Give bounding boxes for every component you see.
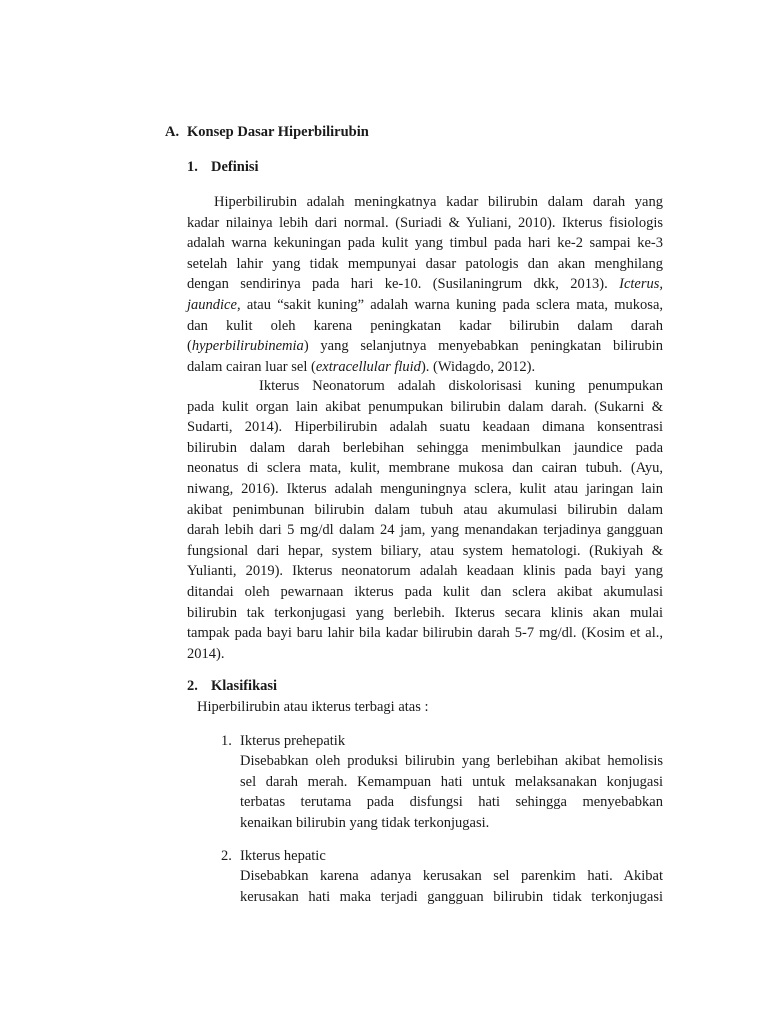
text-line: setelah lahir yang tidak mempunyai dasar patologis dan akan menghilang xyxy=(187,255,663,272)
text-line: bilirubin dalam darah berlebihan sehingga menimbulkan jaundice pada xyxy=(187,439,663,456)
subsection-heading-definisi xyxy=(187,157,259,177)
text-line xyxy=(187,295,663,316)
section-heading xyxy=(165,122,369,142)
text-line xyxy=(187,274,663,295)
list-item-marker: 2. xyxy=(221,848,232,864)
definisi-paragraph-1 xyxy=(187,192,663,377)
list-item-title xyxy=(221,846,326,866)
text-line: Ikterus Neonatorum adalah diskolorisasi kuning penumpukan xyxy=(259,378,663,394)
subsection-title: Klasifikasi xyxy=(211,678,278,694)
list-item-label: Ikterus hepatic xyxy=(240,848,326,864)
list-item-label: Ikterus prehepatik xyxy=(240,733,346,749)
text-line: adalah warna kekuningan pada kulit yang timbul pada hari ke-2 sampai ke-3 xyxy=(187,235,663,252)
text-run: ). (Widagdo, 2012). xyxy=(420,358,536,375)
text-run: ) yang selanjutnya menyebabkan peningkatan bilirubin xyxy=(303,338,663,355)
text-run: ( xyxy=(187,338,192,355)
section-marker: A. xyxy=(165,124,180,140)
italic-term: hyperbilirubinemia xyxy=(191,338,304,355)
text-line: ditandai oleh pewarnaan ikterus pada kulit dan sclera akibat akumulasi xyxy=(187,583,663,600)
subsection-title: Definisi xyxy=(211,159,259,175)
text-line: 2014). xyxy=(187,645,225,662)
section-title: Konsep Dasar Hiperbilirubin xyxy=(187,124,369,140)
list-item-body xyxy=(240,751,663,833)
text-run: , atau “sakit kuning” adalah warna kuning pada sclera mata, mukosa, xyxy=(236,296,663,313)
subsection-marker: 1. xyxy=(187,159,198,175)
text-line: Sudarti, 2014). Hiperbilirubin adalah suatu keadaan dimana konsentrasi xyxy=(187,419,663,436)
list-item-body xyxy=(240,866,663,907)
text-line: akibat penimbunan bilirubin dalam tubuh atau akumulasi bilirubin dalam xyxy=(187,501,663,518)
text-line xyxy=(187,357,663,378)
subsection-marker: 2. xyxy=(187,678,198,694)
text-line: niwang, 2016). Ikterus adalah menguningnya sclera, kulit atau jaringan lain xyxy=(187,480,663,497)
text-line: kadar nilainya lebih dari normal. (Suriadi & Yuliani, 2010). Ikterus fisiologis xyxy=(187,214,663,231)
text-line: fungsional dari hepar, system biliary, atau system hematologi. (Rukiyah & xyxy=(187,542,663,559)
text-line: neonatus di sclera mata, kulit, membrane mukosa dan cairan tubuh. (Ayu, xyxy=(187,460,663,477)
text-run: dalam cairan luar sel ( xyxy=(187,358,316,375)
text-line: terbatas terutama pada disfungsi hati sehingga menyebabkan xyxy=(240,794,663,811)
text-line: darah lebih dari 5 mg/dl dalam 24 jam, yang menandakan terjadinya gangguan xyxy=(187,522,663,539)
text-line: Yulianti, 2019). Ikterus neonatorum adalah keadaan klinis pada bayi yang xyxy=(187,563,663,580)
definisi-paragraph-2 xyxy=(187,376,663,664)
italic-term: Icterus, xyxy=(619,276,664,293)
italic-term: jaundice xyxy=(187,296,237,313)
text-line: sel darah merah. Kemampuan hati untuk melaksanakan konjugasi xyxy=(240,773,663,790)
list-item-marker: 1. xyxy=(221,733,232,749)
text-line: Disebabkan oleh produksi bilirubin yang berlebihan akibat hemolisis xyxy=(240,753,663,769)
list-item-title xyxy=(221,731,345,751)
klasifikasi-intro: Hiperbilirubin atau ikterus terbagi atas : xyxy=(197,699,429,715)
text-line xyxy=(187,336,663,357)
text-line: kenaikan bilirubin yang tidak terkonjugasi. xyxy=(240,814,490,831)
text-line: pada kulit organ lain akibat penumpukan bilirubin dalam darah. (Sukarni & xyxy=(187,398,663,415)
text-line: Disebabkan karena adanya kerusakan sel parenkim hati. Akibat xyxy=(240,868,663,884)
subsection-heading-klasifikasi xyxy=(187,676,277,696)
text-line: tampak pada bayi baru lahir bila kadar bilirubin darah 5-7 mg/dl. (Kosim et al., xyxy=(187,625,663,642)
italic-term: extracellular fluid xyxy=(315,358,421,375)
text-line: Hiperbilirubin adalah meningkatnya kadar bilirubin dalam darah yang xyxy=(214,194,663,210)
text-run: dengan sendirinya pada hari ke-10. (Susilaningrum dkk, 2013). xyxy=(187,276,608,293)
text-line: kerusakan hati maka terjadi gangguan bilirubin tidak terkonjugasi xyxy=(240,888,663,905)
text-line: bilirubin tak terkonjugasi yang berlebih. Ikterus secara klinis akan mulai xyxy=(187,604,663,621)
text-line: dan kulit oleh karena peningkatan kadar bilirubin dalam darah xyxy=(187,317,663,334)
